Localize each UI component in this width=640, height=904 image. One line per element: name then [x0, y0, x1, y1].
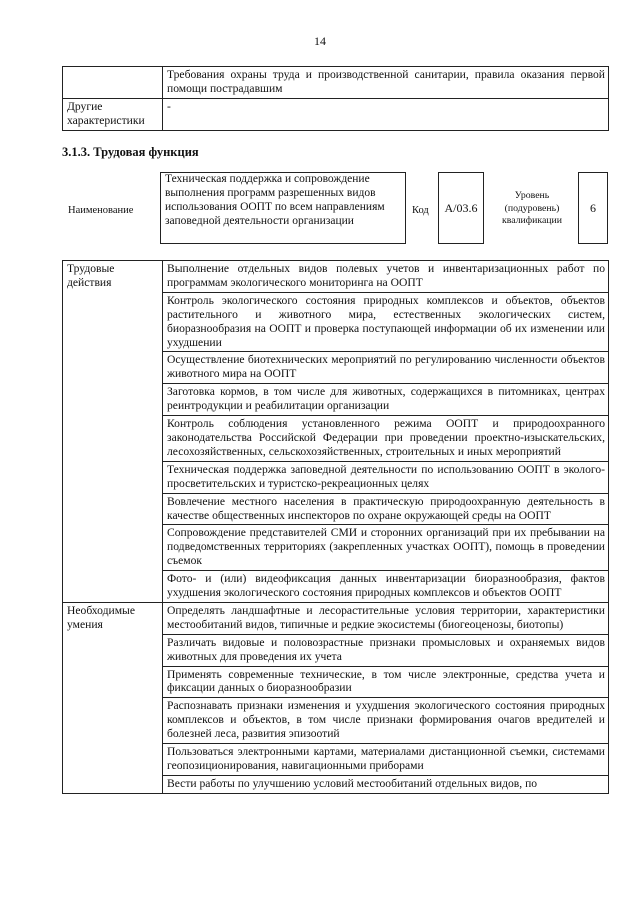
row-label: Другие характеристики: [63, 98, 163, 130]
skill-item: Различать видовые и половозрастные признаки промысловых и охраняемых видов животных для проведения их учета: [163, 634, 609, 666]
labor-action-item: Осуществление биотехнических мероприятий по регулированию численности объектов животного мира на ООПТ: [163, 352, 609, 384]
main-table: [62, 260, 609, 794]
name-label: Наименование: [68, 205, 134, 216]
skills-label: Необходимые умения: [63, 602, 163, 793]
labor-action-item: Сопровождение представителей СМИ и сторонних организаций при их пребывании на подведомственных территориях (закрепленных участках ООПТ), помощь в проведении съемок: [163, 525, 609, 571]
labor-action-item: Заготовка кормов, в том числе для животных, содержащихся в питомниках, центрах реинтродукции и реабилитации организации: [163, 384, 609, 416]
skill-item: Распознавать признаки изменения и ухудшения экологического состояния природных комплексов и объектов, в том числе признаки формирования очагов вредителей и болезней леса, развития эпизоотий: [163, 698, 609, 744]
section-heading: 3.1.3. Трудовая функция: [62, 145, 199, 159]
qualification-level: 6: [578, 172, 608, 244]
function-name: Техническая поддержка и сопровождение выполнения программ разрешенных видов использования ООПТ по всем направлениям заповедной деятельности организации: [160, 172, 406, 244]
table-row: [63, 98, 609, 130]
labor-action-item: Контроль соблюдения установленного режима ООПТ и природоохранного законодательства Российской Федерации при проведении проектно-изыскательских, лесохозяйственных, сельскохозяйственных, строительных и иных мероприятий: [163, 416, 609, 462]
skill-item: Определять ландшафтные и лесорастительные условия территории, характеристики местообитаний видов, типичные и редкие экосистемы (биогеоценозы, биотопы): [163, 602, 609, 634]
code-label: Код: [412, 205, 429, 216]
row-text: -: [163, 98, 609, 130]
table-row: [63, 261, 609, 293]
page-number: 14: [314, 34, 326, 48]
table-row: [63, 67, 609, 99]
table-row: [63, 602, 609, 634]
function-code: А/03.6: [438, 172, 484, 244]
top-table: [62, 66, 609, 131]
skill-item: Пользоваться электронными картами, материалами дистанционной съемки, системами геопозиционирования, навигационными приборами: [163, 744, 609, 776]
labor-actions-label: Трудовые действия: [63, 261, 163, 603]
labor-action-item: Вовлечение местного населения в практическую природоохранную деятельность в качестве общественных инспекторов по охране окружающей среды на ООПТ: [163, 493, 609, 525]
row-label: [63, 67, 163, 99]
labor-action-item: Фото- и (или) видеофиксация данных инвентаризации биоразнообразия, фактов ухудшения экологического состояния природных комплексов и объектов ООПТ: [163, 571, 609, 603]
level-label: Уровень (подуровень) квалификации: [501, 190, 563, 226]
labor-action-item: Техническая поддержка заповедной деятельности по использованию ООПТ в эколого-просветительских и туристско-рекреационных целях: [163, 461, 609, 493]
skill-item: Применять современные технические, в том числе электронные, средства учета и фиксации данных о биоразнообразии: [163, 666, 609, 698]
labor-action-item: Контроль экологического состояния природных комплексов и объектов, объектов растительного и животного мира, естественных экологических систем, биоразнообразия на ООПТ и проверка поступающей информации об их изменении или ухудшении: [163, 292, 609, 352]
labor-action-item: Выполнение отдельных видов полевых учетов и инвентаризационных работ по программам экологического мониторинга на ООПТ: [163, 261, 609, 293]
row-text: Требования охраны труда и производственной санитарии, правила оказания первой помощи пострадавшим: [163, 67, 609, 99]
skill-item: Вести работы по улучшению условий местообитаний отдельных видов, по: [163, 775, 609, 793]
